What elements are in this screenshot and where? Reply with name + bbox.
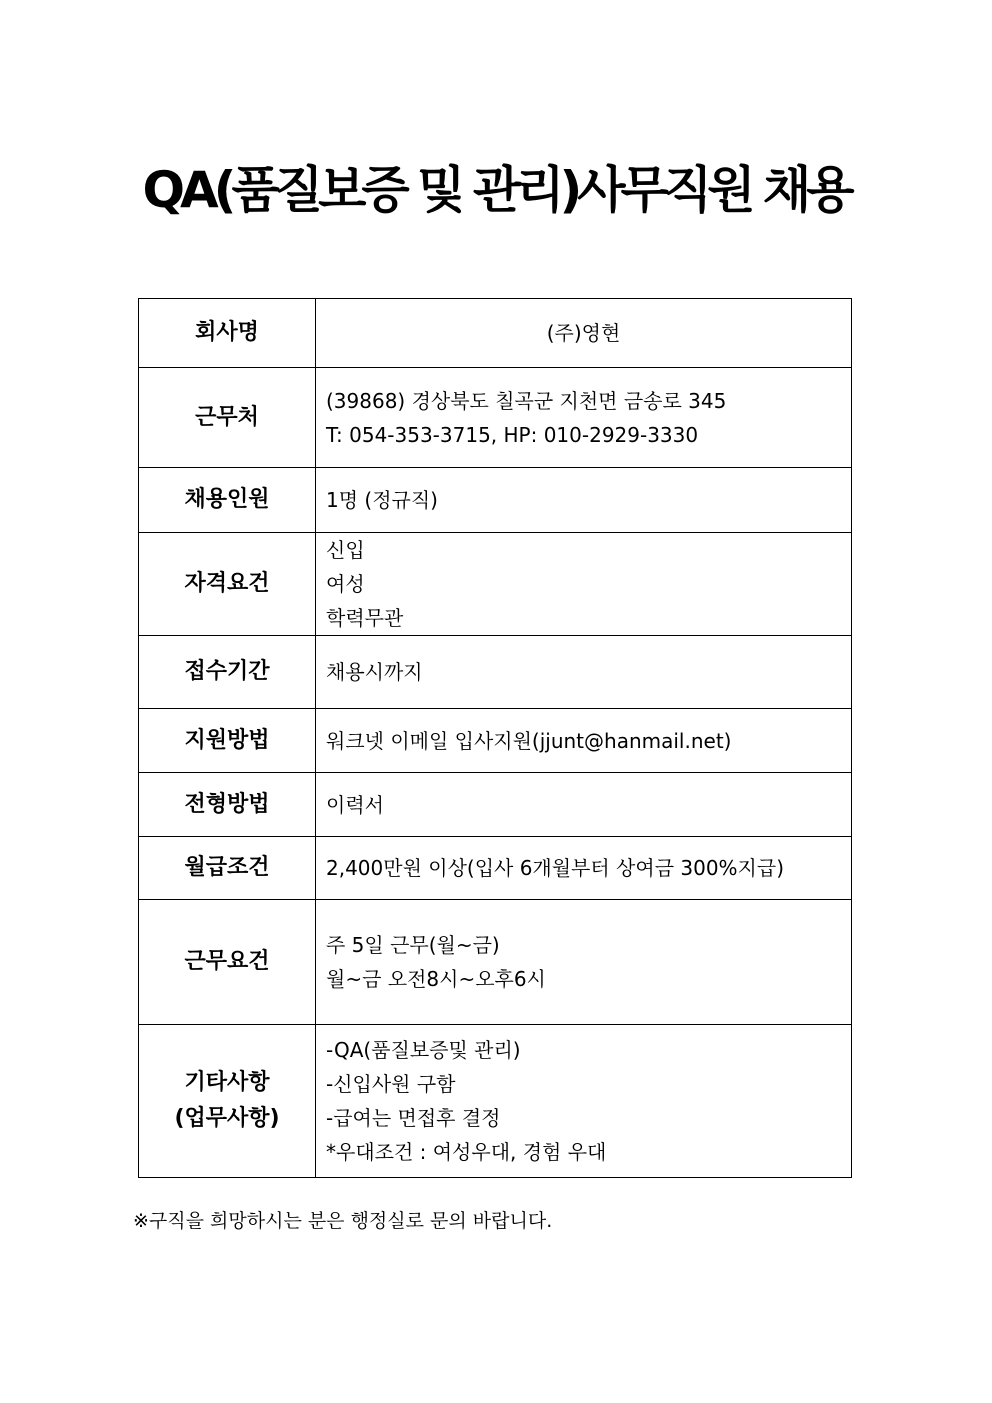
row-label-salary: 월급조건 bbox=[139, 837, 316, 900]
table-row-working-conditions bbox=[139, 900, 852, 1025]
row-label-company: 회사명 bbox=[139, 299, 316, 368]
row-label-qualifications: 자격요건 bbox=[139, 533, 316, 636]
row-value-selection-method bbox=[316, 773, 852, 837]
job-info-table bbox=[138, 298, 852, 1178]
duties-label: (업무사항) bbox=[174, 1106, 280, 1131]
salary-text: 2,400만원 이상(입사 6개월부터 상여금 300%지급) bbox=[326, 856, 784, 880]
table-row-application-method bbox=[139, 709, 852, 773]
row-label-application-method: 지원방법 bbox=[139, 709, 316, 773]
qualification-item: 여성 bbox=[326, 572, 365, 596]
working-hours: 월~금 오전8시~오후6시 bbox=[326, 967, 546, 991]
note-item: -QA(품질보증및 관리) bbox=[326, 1038, 521, 1062]
company-name: (주)영현 bbox=[546, 321, 621, 345]
row-value-headcount bbox=[316, 468, 852, 533]
headcount-text: 1명 (정규직) bbox=[326, 488, 438, 512]
note-item: -신입사원 구함 bbox=[326, 1072, 456, 1096]
other-notes-label: 기타사항 bbox=[184, 1070, 270, 1095]
page-title: QA(품질보증 및 관리)사무직원 채용 bbox=[142, 161, 850, 219]
workplace-phone: T: 054-353-3715, HP: 010-2929-3330 bbox=[326, 422, 699, 447]
qualification-item: 학력무관 bbox=[326, 606, 404, 630]
row-value-other-notes bbox=[316, 1025, 852, 1178]
table-row-headcount bbox=[139, 468, 852, 533]
row-value-working-conditions bbox=[316, 900, 852, 1025]
table-row-other-notes bbox=[139, 1025, 852, 1178]
row-value-company bbox=[316, 299, 852, 368]
note-item: *우대조건 : 여성우대, 경험 우대 bbox=[326, 1140, 607, 1164]
row-label-selection-method: 전형방법 bbox=[139, 773, 316, 837]
row-label-application-period: 접수기간 bbox=[139, 636, 316, 709]
row-label-headcount: 채용인원 bbox=[139, 468, 316, 533]
table-row-application-period bbox=[139, 636, 852, 709]
table-row-selection-method bbox=[139, 773, 852, 837]
selection-method-text: 이력서 bbox=[326, 792, 384, 817]
working-days: 주 5일 근무(월~금) bbox=[326, 933, 500, 957]
row-value-workplace bbox=[316, 368, 852, 468]
table-row-workplace bbox=[139, 368, 852, 468]
table-row-company bbox=[139, 299, 852, 368]
qualification-item: 신입 bbox=[326, 538, 365, 562]
table-row-qualifications bbox=[139, 533, 852, 636]
row-label-other-notes bbox=[139, 1025, 316, 1178]
row-value-application-period bbox=[316, 636, 852, 709]
row-value-application-method bbox=[316, 709, 852, 773]
row-label-working-conditions: 근무요건 bbox=[139, 900, 316, 1025]
application-period-text: 채용시까지 bbox=[326, 660, 423, 684]
table-row-salary bbox=[139, 837, 852, 900]
footnote: ※구직을 희망하시는 분은 행정실로 문의 바랍니다. bbox=[133, 1210, 553, 1232]
row-label-workplace: 근무처 bbox=[139, 368, 316, 468]
application-method-text: 워크넷 이메일 입사지원(jjunt@hanmail.net) bbox=[326, 728, 732, 753]
row-value-salary bbox=[316, 837, 852, 900]
note-item: -급여는 면접후 결정 bbox=[326, 1106, 501, 1130]
workplace-address: (39868) 경상북도 칠곡군 지천면 금송로 345 bbox=[326, 388, 727, 413]
row-value-qualifications bbox=[316, 533, 852, 636]
